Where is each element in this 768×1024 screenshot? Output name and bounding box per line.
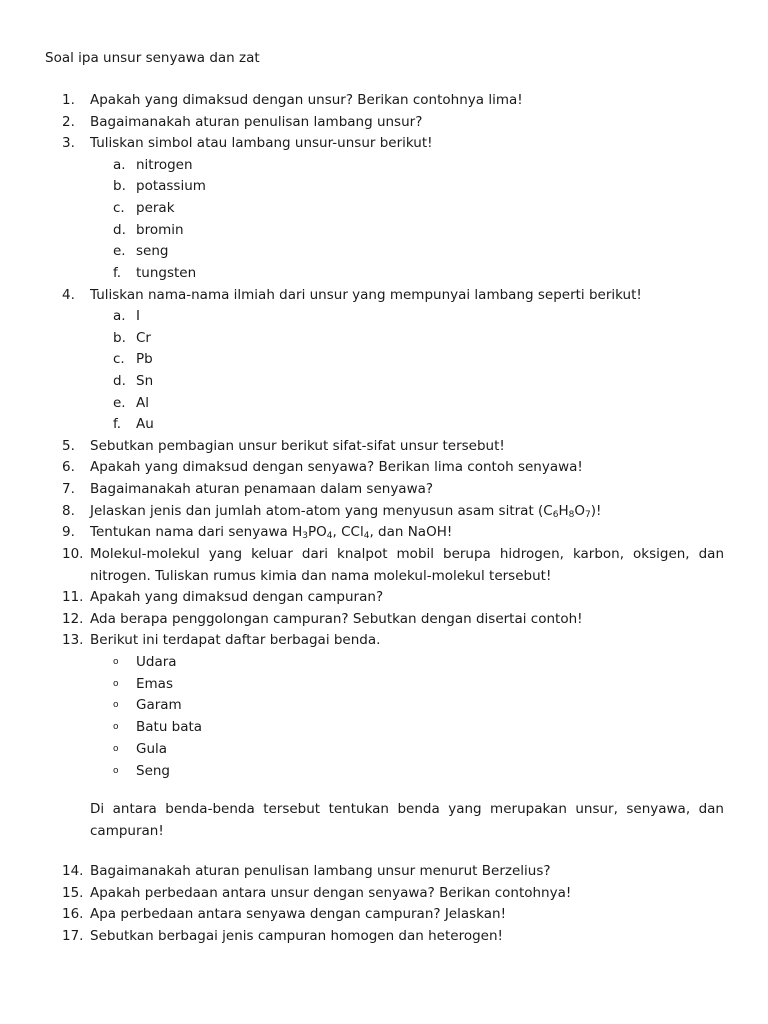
question-text: Bagaimanakah aturan penulisan lambang unsur? [90, 114, 423, 130]
question-number: 12. [62, 611, 84, 627]
sub-item-text: seng [136, 243, 169, 259]
document-title: Soal ipa unsur senyawa dan zat [45, 50, 260, 66]
paragraph-text: Di antara benda-benda tersebut tentukan benda yang merupakan unsur, senyawa, dan [90, 801, 724, 817]
paragraph-text: campuran! [90, 823, 164, 839]
question-text-part: O [574, 503, 586, 519]
sub-item-letter: c. [113, 351, 125, 367]
question-text: Ada berapa penggolongan campuran? Sebutkan dengan disertai contoh! [90, 611, 583, 627]
question-text: Berikut ini terdapat daftar berbagai benda. [90, 632, 381, 648]
question-text: Apakah yang dimaksud dengan unsur? Berikan contohnya lima! [90, 92, 523, 108]
question-text-part: Tentukan nama dari senyawa H [90, 524, 303, 540]
bullet-marker: o [113, 722, 119, 732]
question-text-part: , CCl [332, 524, 364, 540]
bullet-item-text: Udara [136, 654, 177, 670]
bullet-marker: o [113, 766, 119, 776]
question-number: 17. [62, 928, 84, 944]
sub-item-letter: e. [113, 395, 126, 411]
sub-item-letter: a. [113, 308, 126, 324]
question-number: 13. [62, 632, 84, 648]
sub-item-text: perak [136, 200, 175, 216]
question-number: 5. [62, 438, 75, 454]
bullet-item-text: Batu bata [136, 719, 203, 735]
sub-item-text: Au [136, 416, 154, 432]
question-number: 9. [62, 524, 75, 540]
question-text [90, 522, 452, 544]
question-text [90, 501, 601, 523]
sub-item-letter: d. [113, 373, 126, 389]
question-text: Apakah perbedaan antara unsur dengan senyawa? Berikan contohnya! [90, 885, 572, 901]
question-text-part: H [558, 503, 569, 519]
question-text-part: )! [590, 503, 602, 519]
question-text: Bagaimanakah aturan penamaan dalam senyawa? [90, 481, 434, 497]
question-number: 14. [62, 863, 84, 879]
question-text-part: , dan NaOH! [369, 524, 453, 540]
question-text: Sebutkan berbagai jenis campuran homogen dan heterogen! [90, 928, 503, 944]
sub-item-text: Pb [136, 351, 153, 367]
question-text: Molekul-molekul yang keluar dari knalpot mobil berupa hidrogen, karbon, oksigen, dan [90, 546, 724, 562]
sub-item-text: I [136, 308, 140, 324]
sub-item-letter: f. [113, 416, 122, 432]
question-number: 2. [62, 114, 75, 130]
question-text: Tuliskan simbol atau lambang unsur-unsur berikut! [90, 135, 433, 151]
question-text: Apakah yang dimaksud dengan senyawa? Berikan lima contoh senyawa! [90, 459, 583, 475]
question-text: Sebutkan pembagian unsur berikut sifat-sifat unsur tersebut! [90, 438, 505, 454]
bullet-item-text: Emas [136, 676, 173, 692]
subscript: 8 [568, 510, 575, 520]
subscript: 7 [585, 510, 591, 520]
sub-item-text: bromin [136, 222, 184, 238]
question-number: 10. [62, 546, 84, 562]
subscript: 3 [302, 531, 308, 541]
sub-item-letter: a. [113, 157, 126, 173]
sub-item-letter: c. [113, 200, 125, 216]
sub-item-text: Sn [136, 373, 154, 389]
question-number: 4. [62, 287, 75, 303]
bullet-item-text: Garam [136, 697, 182, 713]
sub-item-text: tungsten [136, 265, 197, 281]
sub-item-text: potassium [136, 178, 206, 194]
question-text-part: Jelaskan jenis dan jumlah atom-atom yang menyusun asam sitrat (C [90, 503, 553, 519]
subscript: 4 [363, 531, 370, 541]
sub-item-text: Al [136, 395, 149, 411]
bullet-marker: o [113, 700, 119, 710]
sub-item-letter: b. [113, 178, 126, 194]
question-text: Apa perbedaan antara senyawa dengan campuran? Jelaskan! [90, 906, 506, 922]
question-number: 15. [62, 885, 84, 901]
question-number: 8. [62, 503, 75, 519]
question-number: 1. [62, 92, 75, 108]
subscript: 4 [326, 531, 333, 541]
bullet-item-text: Seng [136, 763, 171, 779]
sub-item-letter: f. [113, 265, 122, 281]
question-number: 7. [62, 481, 75, 497]
subscript: 6 [552, 510, 559, 520]
question-number: 3. [62, 135, 75, 151]
question-text: Tuliskan nama-nama ilmiah dari unsur yang mempunyai lambang seperti berikut! [90, 287, 642, 303]
sub-item-letter: e. [113, 243, 126, 259]
question-text: nitrogen. Tuliskan rumus kimia dan nama molekul-molekul tersebut! [90, 568, 552, 584]
question-number: 16. [62, 906, 84, 922]
question-number: 11. [62, 589, 84, 605]
sub-item-text: Cr [136, 330, 151, 346]
bullet-marker: o [113, 744, 119, 754]
question-text: Apakah yang dimaksud dengan campuran? [90, 589, 384, 605]
question-text: Bagaimanakah aturan penulisan lambang unsur menurut Berzelius? [90, 863, 551, 879]
bullet-marker: o [113, 657, 119, 667]
question-text-part: PO [308, 524, 327, 540]
bullet-item-text: Gula [136, 741, 168, 757]
sub-item-letter: d. [113, 222, 126, 238]
sub-item-text: nitrogen [136, 157, 193, 173]
question-number: 6. [62, 459, 75, 475]
sub-item-letter: b. [113, 330, 126, 346]
bullet-marker: o [113, 679, 119, 689]
